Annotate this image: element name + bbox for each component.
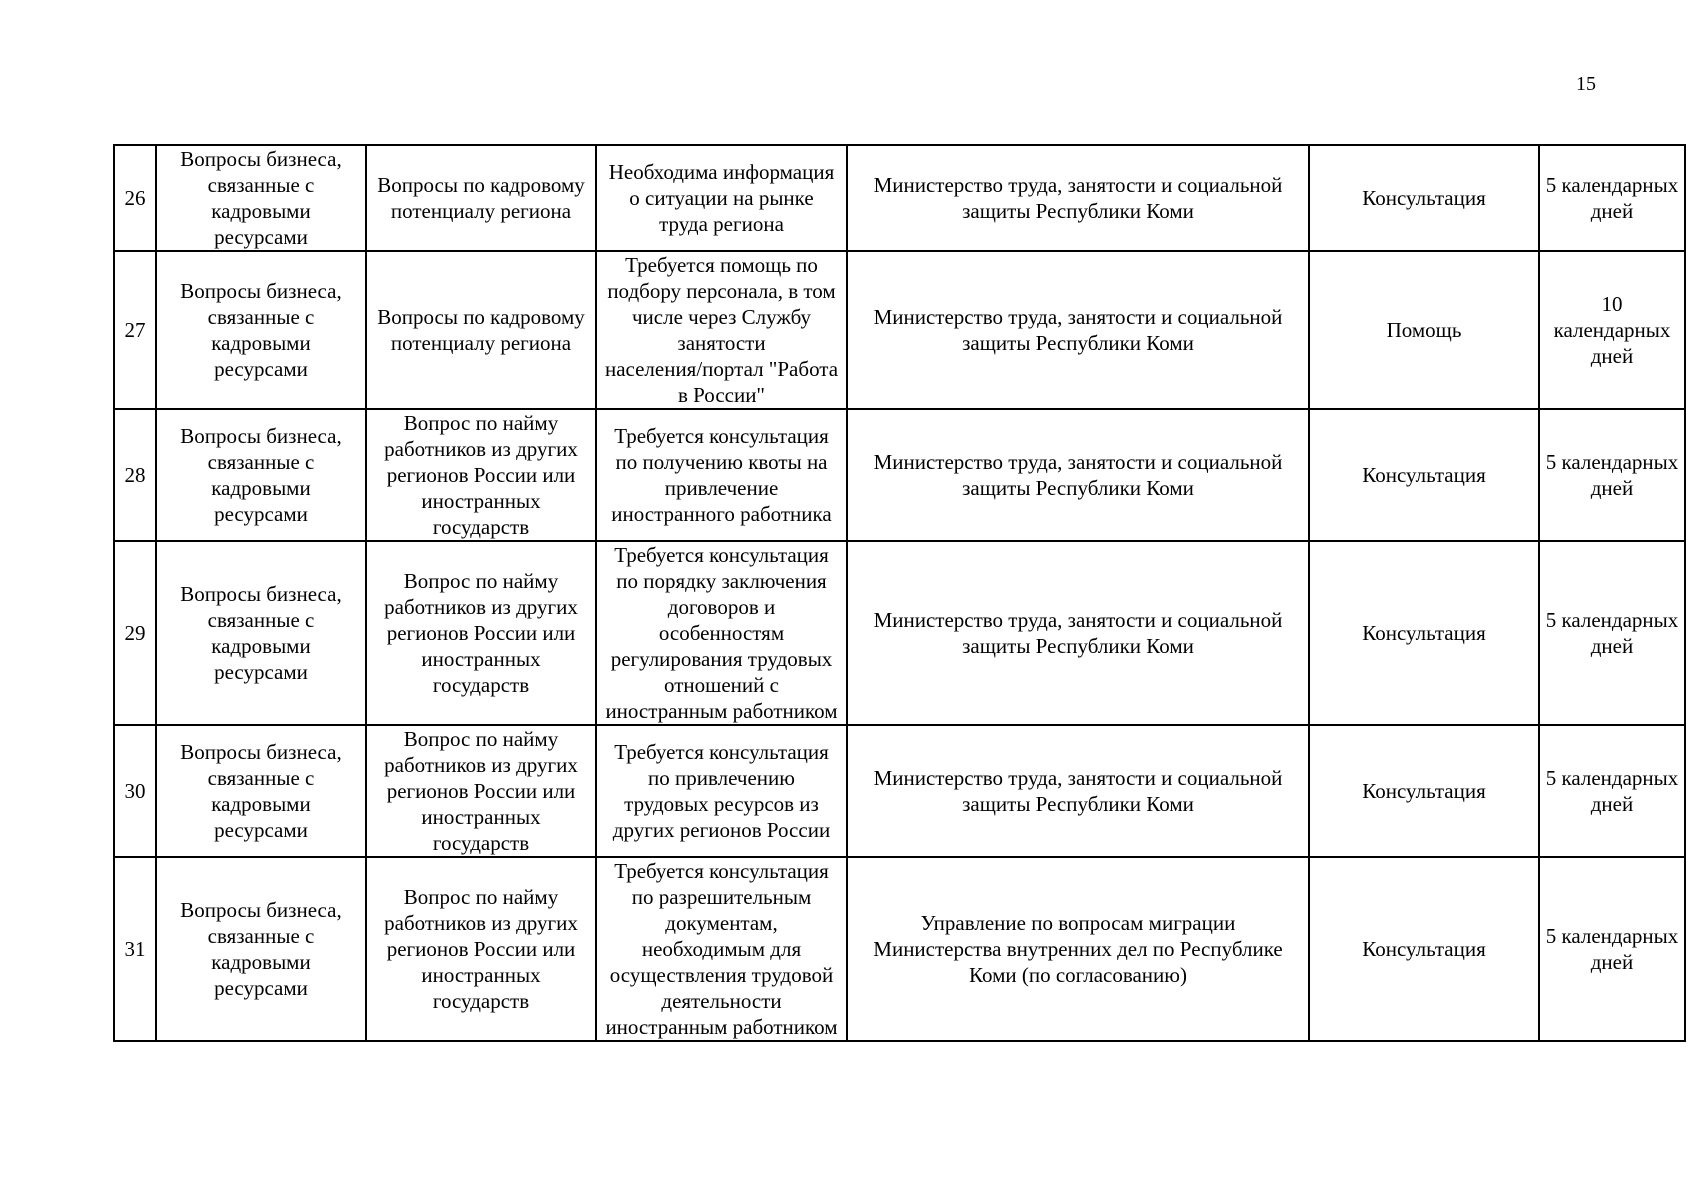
cell-text-line: регионов России или	[386, 779, 576, 803]
cell-text-line: ресурсами	[214, 976, 308, 1000]
row-number-cell	[114, 541, 156, 725]
row-number-cell	[114, 251, 156, 409]
cell-text-line: иностранных	[421, 963, 541, 987]
cell-text-line: защиты Республики Коми	[962, 331, 1194, 355]
cell-text-line: связанные с	[207, 450, 315, 474]
row-number-cell	[114, 725, 156, 857]
cell-text-line: иностранным работником	[605, 699, 838, 723]
cell-text-line: 10	[1601, 292, 1623, 316]
cell-text-line: государств	[432, 673, 530, 697]
cell-text-line: дней	[1590, 950, 1634, 974]
cell-text-line: Вопрос по найму	[403, 885, 559, 909]
cell-text-line: по привлечению	[648, 766, 795, 790]
topic-cell	[366, 725, 596, 857]
form-cell	[1309, 145, 1539, 251]
cell-text-line: работников из других	[384, 437, 578, 461]
cell-text-line: дней	[1590, 792, 1634, 816]
cell-text-line: Вопросы бизнеса,	[180, 279, 342, 303]
term-cell	[1539, 409, 1685, 541]
cell-text-line: Вопросы бизнеса,	[180, 582, 342, 606]
cell-text-line: работников из других	[384, 911, 578, 935]
cell-text-line: дней	[1590, 634, 1634, 658]
cell-text-line: ресурсами	[214, 225, 308, 249]
cell-text-line: Вопросы по кадровому	[377, 173, 585, 197]
cell-text-line: кадровыми	[211, 476, 311, 500]
category-cell	[156, 541, 366, 725]
cell-text-line: Вопросы по кадровому	[377, 305, 585, 329]
cell-text-line: по порядку заключения	[616, 569, 827, 593]
row-number: 30	[124, 779, 146, 803]
cell-text-line: работников из других	[384, 753, 578, 777]
cell-text-line: ресурсами	[214, 357, 308, 381]
cell-text-line: по получению квоты на	[615, 450, 828, 474]
cell-text-line: необходимым для	[641, 937, 802, 961]
cell-text-line: Вопрос по найму	[403, 411, 559, 435]
situation-cell	[596, 857, 847, 1041]
situation-cell	[596, 541, 847, 725]
cell-text-line: дней	[1590, 199, 1634, 223]
authority-cell	[847, 541, 1309, 725]
cell-text-line: о ситуации на рынке	[629, 186, 814, 210]
cell-text-line: работников из других	[384, 595, 578, 619]
cell-text-line: ресурсами	[214, 818, 308, 842]
cell-text-line: ресурсами	[214, 660, 308, 684]
table-row	[114, 251, 1685, 409]
row-number: 29	[124, 621, 146, 645]
table-body	[114, 145, 1685, 1041]
topic-cell	[366, 145, 596, 251]
authority-cell	[847, 145, 1309, 251]
cell-text-line: по разрешительным	[631, 885, 812, 909]
cell-text-line: Министерства внутренних дел по Республике	[873, 937, 1283, 961]
cell-text-line: деятельности	[661, 989, 782, 1013]
cell-text-line: государств	[432, 989, 530, 1013]
topic-cell	[366, 541, 596, 725]
cell-text-line: защиты Республики Коми	[962, 792, 1194, 816]
cell-text-line: занятости	[677, 331, 766, 355]
cell-text-line: Министерство труда, занятости и социальной	[873, 173, 1283, 197]
cell-text-line: 5 календарных	[1545, 450, 1679, 474]
term-cell	[1539, 541, 1685, 725]
cell-text-line: Министерство труда, занятости и социальной	[873, 305, 1283, 329]
cell-text-line: Требуется консультация	[614, 859, 829, 883]
authority-cell	[847, 725, 1309, 857]
table-row	[114, 725, 1685, 857]
table-row	[114, 857, 1685, 1041]
term-cell	[1539, 251, 1685, 409]
cell-text-line: Консультация	[1362, 186, 1486, 210]
cell-text-line: календарных	[1553, 318, 1671, 342]
form-cell	[1309, 857, 1539, 1041]
category-cell	[156, 857, 366, 1041]
table-row	[114, 409, 1685, 541]
cell-text-line: связанные с	[207, 924, 315, 948]
cell-text-line: иностранного работника	[611, 502, 832, 526]
topic-cell	[366, 409, 596, 541]
cell-text-line: Консультация	[1362, 463, 1486, 487]
cell-text-line: Требуется консультация	[614, 740, 829, 764]
cell-text-line: кадровыми	[211, 950, 311, 974]
situation-cell	[596, 251, 847, 409]
cell-text-line: Необходима информация	[608, 160, 835, 184]
cell-text-line: дней	[1590, 344, 1634, 368]
cell-text-line: Консультация	[1362, 621, 1486, 645]
cell-text-line: Вопросы бизнеса,	[180, 740, 342, 764]
cell-text-line: кадровыми	[211, 331, 311, 355]
cell-text-line: Консультация	[1362, 937, 1486, 961]
cell-text-line: защиты Республики Коми	[962, 199, 1194, 223]
cell-text-line: Министерство труда, занятости и социальной	[873, 608, 1283, 632]
cell-text-line: иностранных	[421, 805, 541, 829]
cell-text-line: других регионов России	[612, 818, 831, 842]
cell-text-line: Управление по вопросам миграции	[920, 911, 1236, 935]
term-cell	[1539, 857, 1685, 1041]
cell-text-line: потенциалу региона	[390, 331, 572, 355]
cell-text-line: иностранных	[421, 489, 541, 513]
cell-text-line: связанные с	[207, 305, 315, 329]
cell-text-line: 5 календарных	[1545, 173, 1679, 197]
cell-text-line: Вопрос по найму	[403, 569, 559, 593]
authority-cell	[847, 857, 1309, 1041]
category-cell	[156, 409, 366, 541]
table-row	[114, 145, 1685, 251]
cell-text-line: Министерство труда, занятости и социальной	[873, 766, 1283, 790]
cell-text-line: Требуется помощь по	[625, 253, 818, 277]
cell-text-line: привлечение	[664, 476, 779, 500]
cell-text-line: осуществления трудовой	[609, 963, 834, 987]
cell-text-line: защиты Республики Коми	[962, 476, 1194, 500]
topic-cell	[366, 251, 596, 409]
form-cell	[1309, 251, 1539, 409]
cell-text-line: Консультация	[1362, 779, 1486, 803]
row-number: 31	[124, 937, 146, 961]
cell-text-line: кадровыми	[211, 792, 311, 816]
form-cell	[1309, 541, 1539, 725]
cell-text-line: Коми (по согласованию)	[969, 963, 1187, 987]
cell-text-line: трудовых ресурсов из	[624, 792, 819, 816]
row-number-cell	[114, 409, 156, 541]
cell-text-line: 5 календарных	[1545, 766, 1679, 790]
category-cell	[156, 145, 366, 251]
cell-text-line: 5 календарных	[1545, 924, 1679, 948]
cell-text-line: связанные с	[207, 608, 315, 632]
cell-text-line: Помощь	[1386, 318, 1462, 342]
cell-text-line: кадровыми	[211, 199, 311, 223]
cell-text-line: ресурсами	[214, 502, 308, 526]
page-number: 15	[1576, 73, 1596, 95]
cell-text-line: договоров и	[667, 595, 776, 619]
cell-text-line: населения/портал "Работа	[604, 357, 839, 381]
cell-text-line: защиты Республики Коми	[962, 634, 1194, 658]
cell-text-line: связанные с	[207, 173, 315, 197]
cell-text-line: Требуется консультация	[614, 543, 829, 567]
services-table	[113, 144, 1686, 1042]
cell-text-line: Вопросы бизнеса,	[180, 424, 342, 448]
category-cell	[156, 251, 366, 409]
cell-text-line: Вопрос по найму	[403, 727, 559, 751]
cell-text-line: отношений с	[664, 673, 779, 697]
cell-text-line: Требуется консультация	[614, 424, 829, 448]
cell-text-line: Министерство труда, занятости и социальной	[873, 450, 1283, 474]
form-cell	[1309, 725, 1539, 857]
cell-text-line: числе через Службу	[631, 305, 811, 329]
cell-text-line: регулирования трудовых	[610, 647, 833, 671]
topic-cell	[366, 857, 596, 1041]
cell-text-line: связанные с	[207, 766, 315, 790]
situation-cell	[596, 145, 847, 251]
cell-text-line: подбору персонала, в том	[607, 279, 836, 303]
cell-text-line: государств	[432, 515, 530, 539]
row-number-cell	[114, 145, 156, 251]
cell-text-line: регионов России или	[386, 621, 576, 645]
cell-text-line: потенциалу региона	[390, 199, 572, 223]
cell-text-line: Вопросы бизнеса,	[180, 147, 342, 171]
cell-text-line: дней	[1590, 476, 1634, 500]
authority-cell	[847, 409, 1309, 541]
cell-text-line: кадровыми	[211, 634, 311, 658]
row-number: 26	[124, 186, 146, 210]
situation-cell	[596, 725, 847, 857]
authority-cell	[847, 251, 1309, 409]
cell-text-line: в России"	[677, 383, 766, 407]
category-cell	[156, 725, 366, 857]
cell-text-line: Вопросы бизнеса,	[180, 898, 342, 922]
row-number: 28	[124, 463, 146, 487]
cell-text-line: труда региона	[659, 212, 784, 236]
cell-text-line: иностранных	[421, 647, 541, 671]
cell-text-line: регионов России или	[386, 463, 576, 487]
cell-text-line: особенностям	[658, 621, 785, 645]
situation-cell	[596, 409, 847, 541]
term-cell	[1539, 145, 1685, 251]
cell-text-line: 5 календарных	[1545, 608, 1679, 632]
row-number: 27	[124, 318, 146, 342]
form-cell	[1309, 409, 1539, 541]
cell-text-line: документам,	[665, 911, 778, 935]
cell-text-line: иностранным работником	[605, 1015, 838, 1039]
row-number-cell	[114, 857, 156, 1041]
table-row	[114, 541, 1685, 725]
term-cell	[1539, 725, 1685, 857]
cell-text-line: государств	[432, 831, 530, 855]
cell-text-line: регионов России или	[386, 937, 576, 961]
